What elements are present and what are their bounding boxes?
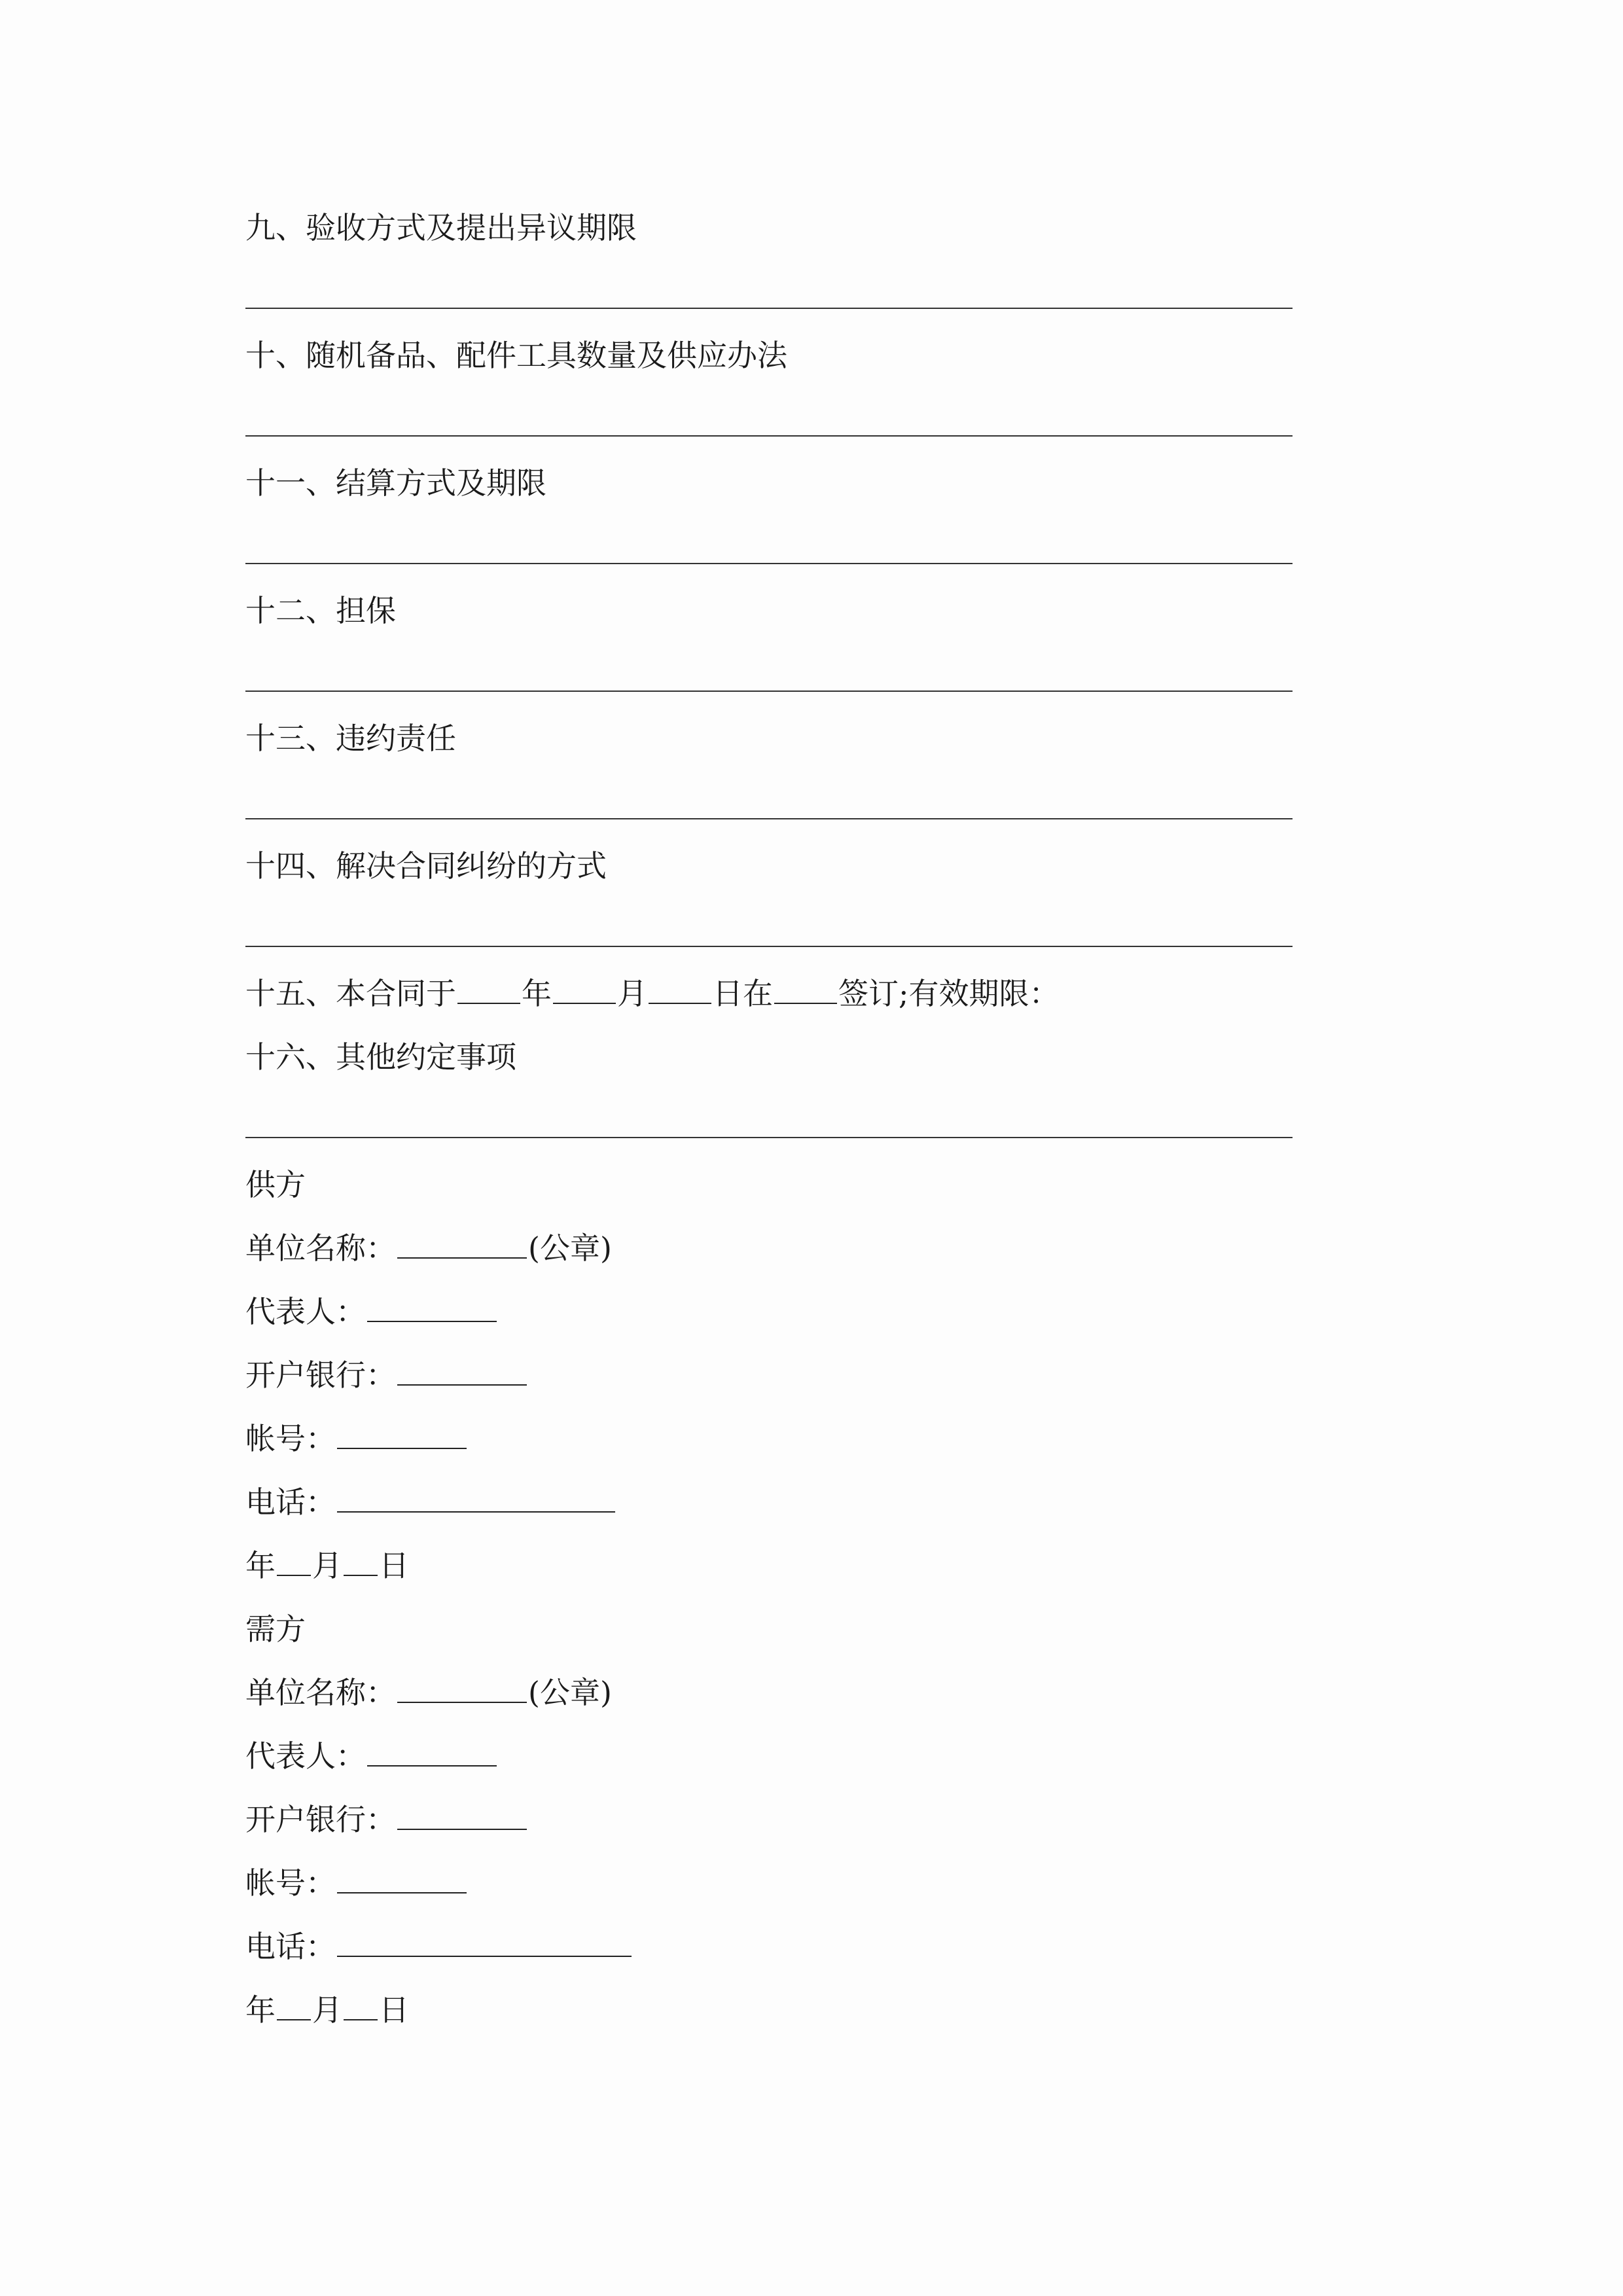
year-blank[interactable] <box>457 977 520 1004</box>
supplier-account-blank[interactable] <box>337 1422 467 1449</box>
supplier-bank-blank[interactable] <box>397 1358 527 1386</box>
buyer-date-year: 年 <box>245 1992 276 2028</box>
buyer-month-blank[interactable] <box>277 1993 311 2020</box>
day-blank[interactable] <box>649 977 711 1004</box>
clause-11: 十一、结算方式及期限 <box>245 465 546 501</box>
buyer-date-day: 日 <box>379 1992 409 2028</box>
supplier-date-year: 年 <box>245 1548 276 1583</box>
buyer-rep-label: 代表人： <box>245 1738 366 1774</box>
supplier-date-day: 日 <box>379 1548 409 1583</box>
clause-15-suffix: 签订;有效期限： <box>838 976 1060 1011</box>
clause-9: 九、验收方式及提出异议期限 <box>245 210 637 245</box>
clause-15-day: 日在 <box>713 976 773 1011</box>
clause-15-year: 年 <box>522 976 552 1011</box>
supplier-seal: (公章) <box>528 1230 612 1266</box>
fill-line-11 <box>245 563 1293 564</box>
buyer-account-blank[interactable] <box>337 1866 467 1893</box>
supplier-bank-label: 开户银行： <box>245 1357 396 1393</box>
buyer-heading: 需方 <box>245 1611 306 1647</box>
buyer-rep-blank[interactable] <box>367 1739 497 1767</box>
clause-12: 十二、担保 <box>245 593 396 628</box>
clause-16: 十六、其他约定事项 <box>245 1039 516 1075</box>
buyer-unit-row <box>245 1674 612 1711</box>
clause-14: 十四、解决合同纠纷的方式 <box>245 848 607 884</box>
fill-line-14 <box>245 946 1293 947</box>
buyer-day-blank[interactable] <box>344 1993 378 2020</box>
supplier-phone-label: 电话： <box>245 1484 336 1520</box>
supplier-rep-row <box>245 1293 498 1330</box>
supplier-account-row <box>245 1420 468 1457</box>
supplier-rep-label: 代表人： <box>245 1294 366 1329</box>
clause-15-prefix: 十五、本合同于 <box>245 976 456 1011</box>
buyer-account-row <box>245 1865 468 1901</box>
supplier-rep-blank[interactable] <box>367 1295 497 1322</box>
supplier-unit-row <box>245 1230 612 1266</box>
fill-line-9 <box>245 308 1293 309</box>
clause-13: 十三、违约责任 <box>245 721 456 756</box>
buyer-phone-row <box>245 1928 633 1965</box>
buyer-bank-row <box>245 1801 528 1838</box>
supplier-heading: 供方 <box>245 1167 306 1202</box>
clause-10: 十、随机备品、配件工具数量及供应办法 <box>245 338 787 373</box>
supplier-date-month: 月 <box>312 1548 342 1583</box>
supplier-phone-row <box>245 1484 616 1520</box>
buyer-account-label: 帐号： <box>245 1865 336 1901</box>
buyer-date-row <box>245 1992 409 2028</box>
buyer-rep-row <box>245 1738 498 1774</box>
buyer-unit-label: 单位名称： <box>245 1675 396 1710</box>
buyer-phone-label: 电话： <box>245 1929 336 1964</box>
buyer-bank-label: 开户银行： <box>245 1802 396 1837</box>
supplier-phone-blank[interactable] <box>337 1485 615 1513</box>
clause-15-month: 月 <box>617 976 647 1011</box>
supplier-unit-blank[interactable] <box>397 1231 527 1259</box>
supplier-date-row <box>245 1547 409 1584</box>
place-blank[interactable] <box>774 977 837 1004</box>
buyer-date-month: 月 <box>312 1992 342 2028</box>
fill-line-13 <box>245 818 1293 819</box>
fill-line-12 <box>245 691 1293 692</box>
supplier-bank-row <box>245 1357 528 1393</box>
buyer-bank-blank[interactable] <box>397 1803 527 1830</box>
supplier-month-blank[interactable] <box>277 1549 311 1576</box>
buyer-phone-blank[interactable] <box>337 1929 632 1957</box>
clause-15 <box>245 975 1060 1012</box>
month-blank[interactable] <box>553 977 616 1004</box>
buyer-seal: (公章) <box>528 1675 612 1710</box>
supplier-day-blank[interactable] <box>344 1549 378 1576</box>
buyer-unit-blank[interactable] <box>397 1676 527 1703</box>
supplier-account-label: 帐号： <box>245 1421 336 1456</box>
fill-line-16 <box>245 1137 1293 1138</box>
fill-line-10 <box>245 435 1293 437</box>
supplier-unit-label: 单位名称： <box>245 1230 396 1266</box>
